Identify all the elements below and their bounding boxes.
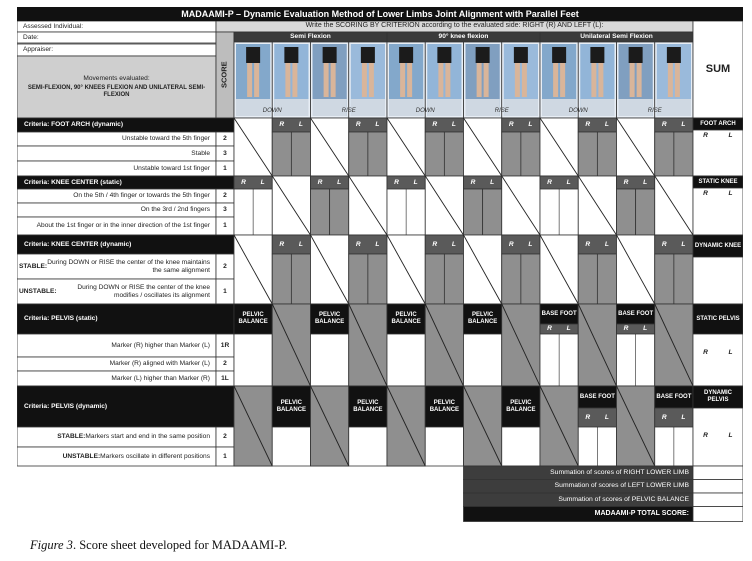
r-label: R	[279, 121, 285, 129]
gray-cell	[636, 189, 655, 235]
criteria-row-text	[19, 371, 214, 386]
r-label: R	[547, 178, 552, 186]
base-foot-label: BASE FOOT	[656, 393, 692, 400]
l-label: L	[566, 178, 571, 186]
r-label: R	[241, 178, 246, 186]
r-label: R	[623, 178, 629, 186]
criteria-row-desc: During DOWN or RISE the center of the knee modifies / oscillates its alignment	[77, 283, 210, 299]
photo-caption-5: DOWN	[568, 108, 588, 115]
gray-cell	[502, 132, 521, 176]
gray-cell	[291, 132, 310, 176]
summary-value-cell	[693, 507, 743, 522]
pelvic-balance-label: PELVIC BALANCE	[506, 399, 536, 413]
photo-caption-2: RISE	[341, 108, 356, 115]
criteria-row-desc: Stable	[191, 149, 210, 157]
pelvic-balance-label: PELVIC BALANCE	[391, 312, 421, 325]
gray-cell	[521, 132, 540, 176]
criteria-row-text	[19, 161, 214, 176]
l-label: L	[604, 413, 609, 421]
gray-cell	[368, 132, 387, 176]
group-label-1: Semi Flexion	[290, 33, 331, 41]
score-value: 2	[223, 192, 227, 200]
l-label: L	[681, 240, 686, 248]
criteria-row-desc: Marker (R) aligned with Marker (L)	[109, 360, 210, 368]
l-label: L	[375, 121, 380, 129]
sum-l-label: L	[728, 432, 733, 440]
base-foot-label: BASE FOOT	[618, 310, 654, 317]
gray-cell	[349, 254, 368, 304]
criteria-row-bold: STABLE:	[57, 433, 86, 441]
sum-label: SUM	[705, 63, 731, 76]
header-field-label: Appraiser:	[23, 45, 54, 53]
l-label: L	[451, 121, 456, 129]
l-label: L	[528, 121, 533, 129]
criteria-title-pelvis_static: Criteria: PELVIS (static)	[24, 315, 98, 323]
summary-value-cell	[693, 466, 743, 480]
figure-caption	[30, 538, 287, 553]
score-value: 2	[223, 433, 227, 441]
score-value: 2	[223, 262, 227, 270]
sum-r-label: R	[703, 432, 708, 440]
sum-title-static-pelvis: STATIC PELVIS	[696, 315, 740, 322]
criteria-row-desc: On the 3rd / 2nd fingers	[140, 206, 210, 214]
pelvic-balance-label: PELVIC BALANCE	[238, 312, 268, 325]
score-value: 1	[223, 452, 227, 460]
figure-label: Figure 3	[30, 538, 73, 552]
figure-caption-text: . Score sheet developed for MADAAMI-P.	[72, 538, 288, 552]
figure-photo	[542, 44, 576, 116]
r-label: R	[661, 413, 667, 421]
sum-title-dynamic-pelvis: DYNAMIC PELVIS	[704, 390, 732, 403]
criteria-row-bold: UNSTABLE:	[19, 287, 57, 295]
header-field-label: Date:	[23, 33, 39, 41]
sum-title-foot-arch: FOOT ARCH	[700, 120, 736, 127]
sheet-title: MADAAMI-P – Dynamic Evaluation Method of Lower Limbs Joint Alignment with Parallel Feet	[17, 7, 743, 21]
criteria-row-desc: Markers start and end in the same position	[85, 433, 210, 441]
sum-r-label: R	[703, 132, 708, 140]
r-label: R	[661, 240, 667, 248]
gray-cell	[521, 254, 540, 304]
r-label: R	[585, 240, 591, 248]
criteria-title-knee_static: Criteria: KNEE CENTER (static)	[24, 178, 122, 186]
l-label: L	[490, 178, 495, 186]
gray-cell	[444, 254, 463, 304]
l-label: L	[298, 240, 303, 248]
summary-row-3: Summation of scores of PELVIC BALANCE	[558, 495, 689, 503]
criteria-row-text	[19, 254, 214, 279]
gray-cell	[444, 132, 463, 176]
l-label: L	[528, 240, 533, 248]
sum-title-dynamic-knee: DYNAMIC KNEE	[694, 242, 742, 249]
criteria-title-foot_arch: Criteria: FOOT ARCH (dynamic)	[24, 121, 124, 129]
movements-text	[21, 67, 212, 107]
gray-cell	[617, 189, 636, 235]
figure-photo	[619, 44, 653, 116]
criteria-row-desc: About the 1st finger or in the inner direction of the 1st finger	[36, 222, 210, 230]
r-label: R	[470, 178, 476, 186]
score-value: 1	[223, 222, 227, 230]
gray-cell	[464, 189, 483, 235]
figure-photo	[580, 44, 614, 116]
r-label: R	[317, 178, 323, 186]
r-label: R	[585, 121, 591, 129]
instruction-text: Write the SCORING BY CRITERION according to the evaluated side: RIGHT (R) AND LEFT (L):	[305, 22, 604, 30]
sum-title-static-knee: STATIC KNEE	[698, 178, 738, 185]
l-label: L	[681, 121, 686, 129]
sum-l-label: L	[728, 190, 733, 198]
criteria-row-text	[19, 203, 214, 217]
criteria-row-desc: On the 5th / 4th finger or towards the 5th finger	[73, 192, 210, 200]
score-value: 1	[223, 164, 227, 172]
figure-photo	[466, 44, 500, 116]
header-field-label: Assessed Individual:	[23, 22, 84, 30]
figure-photo	[504, 44, 538, 116]
criteria-row-text	[19, 189, 214, 203]
gray-cell	[291, 254, 310, 304]
gray-cell	[330, 189, 349, 235]
figure-photo	[389, 44, 423, 116]
photo-caption-1: DOWN	[262, 108, 282, 115]
criteria-title-pelvis_dynamic: Criteria: PELVIS (dynamic)	[24, 402, 108, 410]
r-label: R	[547, 325, 552, 333]
l-label: L	[643, 178, 648, 186]
photo-caption-3: DOWN	[415, 108, 435, 115]
photo-caption-4: RISE	[494, 108, 509, 115]
gray-cell	[483, 189, 502, 235]
movements-label: Movements evaluated:	[83, 75, 150, 83]
score-value: 1R	[220, 341, 230, 349]
criteria-row-text	[19, 279, 214, 304]
base-foot-label: BASE FOOT	[579, 393, 615, 400]
criteria-row-text	[19, 334, 214, 357]
sum-r-label: R	[703, 349, 708, 357]
pelvic-balance-label: PELVIC BALANCE	[429, 399, 460, 413]
criteria-title-knee_dynamic: Criteria: KNEE CENTER (dynamic)	[24, 240, 132, 248]
score-value: 2	[223, 135, 227, 143]
gray-cell	[578, 254, 597, 304]
pelvic-balance-label: PELVIC BALANCE	[314, 312, 345, 325]
l-label: L	[260, 178, 265, 186]
figure-photo	[274, 44, 308, 116]
photo-caption-6: RISE	[647, 108, 662, 115]
r-label: R	[355, 240, 361, 248]
summary-row-4: MADAAMI-P TOTAL SCORE:	[594, 509, 689, 517]
gray-cell	[349, 132, 368, 176]
criteria-row-text	[19, 217, 214, 235]
gray-cell	[674, 254, 693, 304]
gray-cell	[272, 254, 291, 304]
criteria-row-text	[19, 427, 214, 447]
figure-photo	[236, 44, 270, 116]
criteria-row-desc: Markers oscillate in different positions	[100, 452, 210, 460]
l-label: L	[566, 325, 571, 333]
l-label: L	[451, 240, 456, 248]
score-sheet	[17, 7, 743, 531]
l-label: L	[681, 413, 686, 421]
r-label: R	[432, 121, 438, 129]
sum-l-label: L	[728, 132, 733, 140]
r-label: R	[394, 178, 399, 186]
pelvic-balance-label: PELVIC BALANCE	[467, 312, 498, 325]
criteria-row-desc: Marker (L) higher than Marker (R)	[111, 374, 210, 382]
score-value: 3	[223, 206, 227, 214]
figure-photo	[657, 44, 691, 116]
criteria-row-desc: Unstable toward 1st finger	[133, 164, 210, 172]
gray-cell	[655, 132, 674, 176]
criteria-row-text	[19, 447, 214, 466]
gray-cell	[502, 254, 521, 304]
gray-cell	[311, 189, 330, 235]
score-label: SCORE	[219, 61, 229, 89]
figure-photo	[313, 44, 347, 116]
criteria-row-text	[19, 132, 214, 146]
criteria-row-bold: UNSTABLE:	[62, 452, 101, 460]
pelvic-balance-label: PELVIC BALANCE	[276, 399, 307, 413]
group-label-2: 90° knee flexion	[438, 33, 489, 41]
gray-cell	[425, 132, 444, 176]
r-label: R	[279, 240, 285, 248]
gray-cell	[597, 254, 616, 304]
l-label: L	[604, 240, 609, 248]
r-label: R	[508, 240, 514, 248]
criteria-row-bold: STABLE:	[19, 262, 48, 270]
sum-r-label: R	[703, 190, 708, 198]
summary-row-1: Summation of scores of RIGHT LOWER LIMB	[550, 468, 689, 476]
gray-cell	[425, 254, 444, 304]
gray-cell	[674, 132, 693, 176]
l-label: L	[643, 325, 648, 333]
gray-cell	[655, 254, 674, 304]
criteria-row-desc: During DOWN or RISE the center of the knee maintains the same alignment	[47, 258, 210, 274]
l-label: L	[375, 240, 380, 248]
group-label-3: Unilateral Semi Flexion	[580, 33, 653, 41]
gray-cell	[597, 132, 616, 176]
r-label: R	[661, 121, 667, 129]
l-label: L	[337, 178, 342, 186]
score-value: 1	[223, 287, 227, 295]
summary-row-2: Summation of scores of LEFT LOWER LIMB	[554, 482, 689, 490]
criteria-row-text	[19, 357, 214, 371]
gray-cell	[368, 254, 387, 304]
l-label: L	[298, 121, 303, 129]
summary-value-cell	[693, 480, 743, 494]
figure-photo	[351, 44, 385, 116]
criteria-row-desc: Unstable toward the 5th finger	[122, 135, 210, 143]
pelvic-balance-label: PELVIC BALANCE	[353, 399, 383, 413]
score-value: 2	[223, 360, 227, 368]
r-label: R	[508, 121, 514, 129]
base-foot-label: BASE FOOT	[541, 310, 577, 317]
gray-cell	[272, 132, 291, 176]
summary-value-cell	[693, 493, 743, 507]
movements-list: SEMI-FLEXION, 90° KNEES FLEXION AND UNILATERAL SEMI-FLEXION	[27, 84, 206, 98]
r-label: R	[585, 413, 591, 421]
r-label: R	[355, 121, 361, 129]
score-value: 3	[223, 149, 227, 157]
figure-photo	[427, 44, 461, 116]
gray-cell	[578, 132, 597, 176]
l-label: L	[413, 178, 418, 186]
criteria-row-desc: Marker (R) higher than Marker (L)	[111, 341, 210, 349]
r-label: R	[432, 240, 438, 248]
score-value: 1L	[221, 374, 229, 382]
l-label: L	[604, 121, 609, 129]
criteria-row-text	[19, 146, 214, 161]
sum-l-label: L	[728, 349, 733, 357]
r-label: R	[623, 325, 629, 333]
